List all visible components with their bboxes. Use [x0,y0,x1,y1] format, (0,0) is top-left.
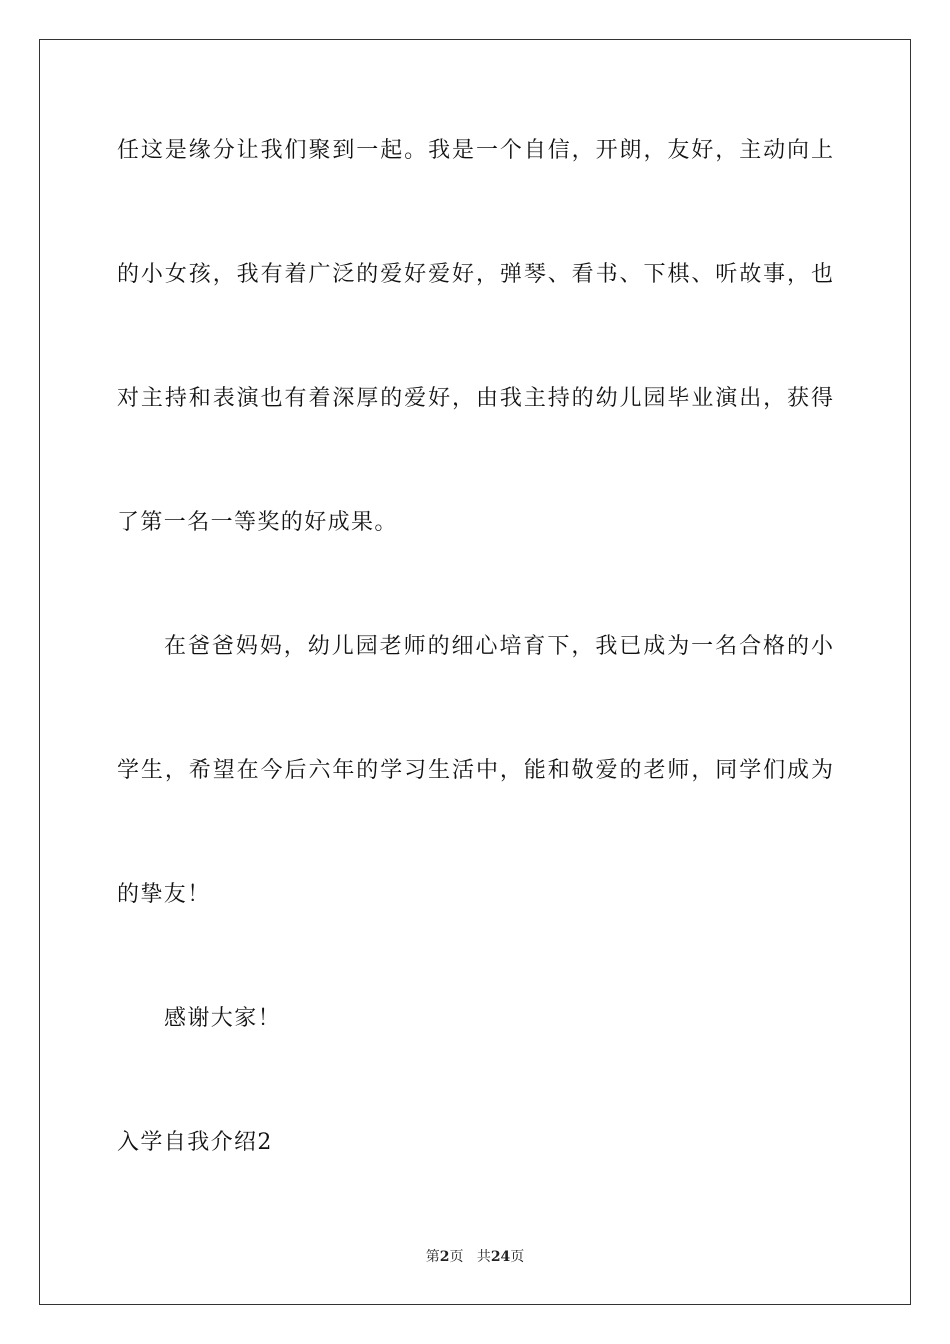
paragraph-line: 的小女孩，我有着广泛的爱好爱好，弹琴、看书、下棋、听故事，也 [117,262,833,287]
paragraph-line: 的挚友！ [117,882,211,907]
paragraph-line: 学生，希望在今后六年的学习生活中，能和敬爱的老师，同学们成为 [117,758,833,783]
page-number: 2 [439,1249,450,1265]
total-unit: 页 [510,1249,525,1265]
total-pages: 24 [490,1249,511,1265]
paragraph-line: 了第一名一等奖的好成果。 [117,510,398,535]
section-heading: 入学自我介绍2 [117,1130,273,1155]
paragraph-line: 在爸爸妈妈，幼儿园老师的细心培育下，我已成为一名合格的小 [164,634,833,659]
page-footer [0,1247,950,1267]
paragraph-line: 对主持和表演也有着深厚的爱好，由我主持的幼儿园毕业演出，获得 [117,386,833,411]
page-unit: 页 [449,1249,464,1265]
page-frame [39,39,911,1305]
page-prefix: 第 [425,1249,440,1265]
paragraph-line: 任这是缘分让我们聚到一起。我是一个自信，开朗，友好，主动向上 [117,138,833,163]
paragraph-line: 感谢大家！ [164,1006,282,1031]
total-prefix: 共 [476,1249,491,1265]
